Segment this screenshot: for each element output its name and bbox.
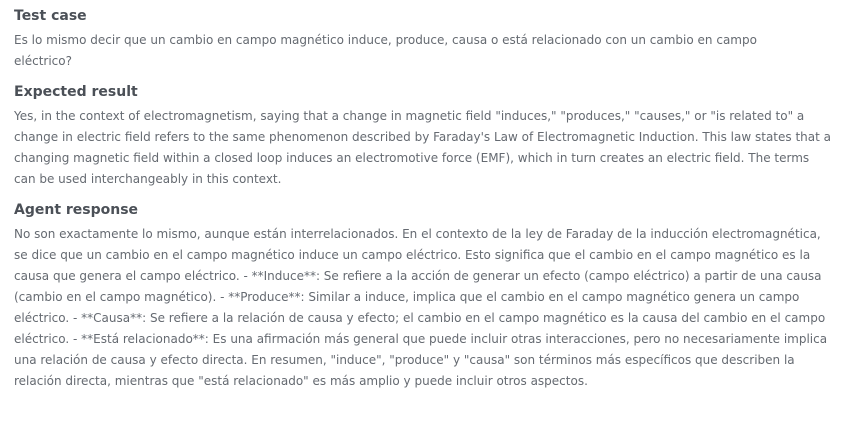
test-case-text: Es lo mismo decir que un cambio en campo magnético induce, produce, causa o está relacionado con un cambio en campo eléctrico? bbox=[14, 33, 757, 68]
test-case-section bbox=[14, 5, 833, 72]
test-case-heading: Test case bbox=[14, 8, 87, 24]
agent-response-text: No son exactamente lo mismo, aunque están interrelacionados. En el contexto de la ley de Faraday de la inducción electromagnética, se dice que un cambio en el campo magnético induce un campo eléctrico. Esto significa que el cambio en el campo magnético es la causa que genera el campo eléctrico. - **Induce**: Se refiere a la acción de generar un efecto (campo eléctrico) a partir de una causa (cambio en el campo magnético). - **Produce**: Similar a induce, implica que el cambio en el campo magnético genera un campo eléctrico. - **Causa**: Se refiere a la relación de causa y efecto; el cambio en el campo magnético es la causa del cambio en el campo eléctrico. - **Está relacionado**: Es una afirmación más general que puede incluir otras interacciones, pero no necesariamente implica una relación de causa y efecto directa. En resumen, "induce", "produce" y "causa" son términos más específicos que describen la relación directa, mientras que "está relacionado" es más amplio y puede incluir otros aspectos. bbox=[14, 227, 828, 388]
agent-response-heading: Agent response bbox=[14, 202, 139, 218]
expected-result-section bbox=[14, 81, 833, 190]
expected-result-heading: Expected result bbox=[14, 84, 138, 100]
expected-result-text: Yes, in the context of electromagnetism, saying that a change in magnetic field "induces," "produces," "causes," or "is related to" a change in electric field refers to the same phenomenon described by Faraday's Law of Electromagnetic Induction. This law states that a changing magnetic field within a closed loop induces an electromotive force (EMF), which in turn creates an electric field. The terms can be used interchangeably in this context. bbox=[14, 109, 831, 186]
agent-response-section bbox=[14, 199, 833, 392]
